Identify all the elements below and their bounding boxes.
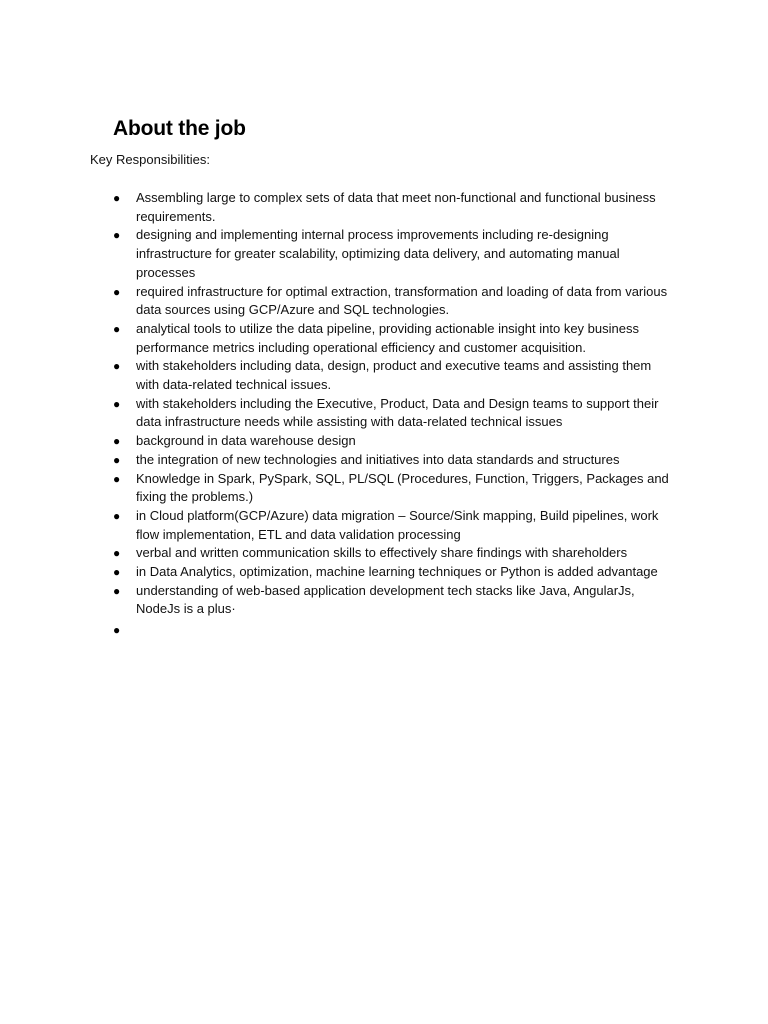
list-item <box>113 357 673 394</box>
list-item-text: verbal and written communication skills to effectively share findings with shareholders <box>136 545 628 561</box>
bullet-icon: ● <box>113 623 121 638</box>
list-item-text: background in data warehouse design <box>136 433 356 449</box>
bullet-icon: ● <box>113 359 121 374</box>
bullet-icon: ● <box>113 583 121 598</box>
list-item <box>113 507 673 544</box>
list-item <box>113 226 673 282</box>
list-item-text: in Data Analytics, optimization, machine learning techniques or Python is added advantage <box>136 564 658 580</box>
section-subheading: Key Responsibilities: <box>90 152 210 167</box>
responsibilities-list <box>113 189 673 640</box>
list-item <box>113 470 673 507</box>
list-item <box>113 621 673 640</box>
bullet-icon: ● <box>113 284 121 299</box>
list-item <box>113 189 673 226</box>
list-item-text: required infrastructure for optimal extraction, transformation and loading of data from various data sources using GCP/Azure and SQL technologies. <box>136 283 668 318</box>
list-item-text: designing and implementing internal process improvements including re-designing infrastructure for greater scalability, optimizing data delivery, and automating manual processes <box>136 227 620 280</box>
bullet-icon: ● <box>113 471 121 486</box>
list-item <box>113 451 673 470</box>
list-item-text: the integration of new technologies and initiatives into data standards and structures <box>136 451 620 467</box>
list-item <box>113 582 673 619</box>
bullet-icon: ● <box>113 321 121 336</box>
page-title: About the job <box>113 117 246 140</box>
bullet-icon: ● <box>113 228 121 243</box>
list-item <box>113 432 673 451</box>
bullet-icon: ● <box>113 396 121 411</box>
list-item-text: understanding of web-based application development tech stacks like Java, AngularJs, NodeJs is a plus· <box>136 582 635 617</box>
bullet-icon: ● <box>113 565 121 580</box>
list-item-text: Assembling large to complex sets of data that meet non-functional and functional business requirements. <box>136 190 656 224</box>
bullet-icon: ● <box>113 191 121 205</box>
bullet-icon: ● <box>113 546 121 561</box>
list-item-text: Knowledge in Spark, PySpark, SQL, PL/SQL (Procedures, Function, Triggers, Packages and fixing the problems.) <box>136 470 669 505</box>
list-item <box>113 320 673 357</box>
bullet-icon: ● <box>113 434 121 449</box>
list-item <box>113 563 673 582</box>
list-item-text: in Cloud platform(GCP/Azure) data migration – Source/Sink mapping, Build pipelines, work flow implementation, ETL and data validation processing <box>136 507 659 542</box>
list-item-text: with stakeholders including data, design, product and executive teams and assisting them with data-related technical issues. <box>136 358 652 393</box>
list-item <box>113 283 673 320</box>
bullet-icon: ● <box>113 452 121 467</box>
bullet-icon: ● <box>113 508 121 523</box>
list-item <box>113 395 673 432</box>
list-item-text: with stakeholders including the Executive, Product, Data and Design teams to support their data infrastructure needs while assisting with data-related technical issues <box>136 395 659 430</box>
list-item-text: analytical tools to utilize the data pipeline, providing actionable insight into key business performance metrics including operational efficiency and customer acquisition. <box>136 320 639 355</box>
list-item <box>113 544 673 563</box>
